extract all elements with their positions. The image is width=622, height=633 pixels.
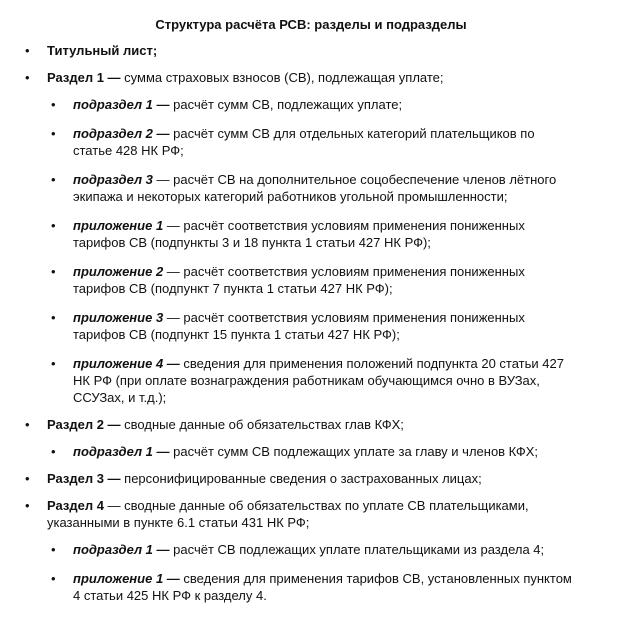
item-label: Раздел 2 — [47,417,121,432]
bullet-icon: • [51,542,56,557]
bullet-icon: • [51,264,56,279]
item-label: Раздел 3 — [47,471,121,486]
sub-item-label: подраздел 3 [73,172,153,187]
sub-item-text: расчёт сумм СВ, подлежащих уплате; [169,97,403,112]
sub-item-label: подраздел 1 — [73,542,170,557]
sub-item-label: подраздел 2 — [73,126,170,141]
item-label: Раздел 4 [47,498,104,513]
sublist-item [47,355,582,406]
sub-item-text: расчёт сумм СВ для отдельных категорий плательщиков по статье 428 НК РФ; [73,126,535,158]
list-item-title-page [0,42,622,59]
section-1-sublist [47,96,582,406]
sublist-item [47,125,582,159]
sublist-item [47,263,582,297]
item-text: персонифицированные сведения о застрахованных лицах; [120,471,482,486]
bullet-icon: • [25,471,30,486]
document-title: Структура расчёта РСВ: разделы и подразделы [155,17,467,32]
sub-item-text: — расчёт соответствия условиям применения пониженных тарифов СВ (подпункты 3 и 18 пункта 1 статьи 427 НК РФ); [73,218,525,250]
sub-item-label: приложение 2 [73,264,164,279]
sublist-item [47,570,582,604]
bullet-icon: • [25,498,30,513]
sub-item-label: приложение 3 [73,310,164,325]
sub-item-text: — расчёт соответствия условиям применения пониженных тарифов СВ (подпункт 15 пункта 1 статьи 427 НК РФ); [73,310,525,342]
bullet-icon: • [51,218,56,233]
section-4-sublist [47,541,582,604]
sublist-item [47,217,582,251]
sub-item-label: приложение 4 — [73,356,180,371]
bullet-icon: • [25,70,30,85]
sublist-item [47,309,582,343]
item-label: Титульный лист; [47,43,158,58]
item-text: сводные данные об обязательствах глав КФХ; [120,417,404,432]
sub-item-label: приложение 1 [73,218,164,233]
sub-item-text: сведения для применения положений подпункта 20 статьи 427 НК РФ (при оплате вознаграждения работникам обучающимся очно в ВУЗах, ССУЗах, и т.д.); [73,356,564,405]
bullet-icon: • [51,310,56,325]
bullet-icon: • [51,571,56,586]
sub-item-text: сведения для применения тарифов СВ, установленных пунктом 4 статьи 425 НК РФ к разделу 4. [73,571,572,603]
list-item-section-3 [0,470,622,487]
item-label: Раздел 1 — [47,70,121,85]
bullet-icon: • [25,417,30,432]
bullet-icon: • [51,97,56,112]
sublist-item [47,443,582,460]
sub-item-label: приложение 1 — [73,571,180,586]
bullet-icon: • [51,172,56,187]
sub-item-text: — расчёт соответствия условиям применения пониженных тарифов СВ (подпункт 7 пункта 1 статьи 427 НК РФ); [73,264,525,296]
sublist-item [47,541,582,558]
list-item-section-1 [0,69,622,406]
list-item-section-4 [0,497,622,604]
bullet-icon: • [51,444,56,459]
bullet-icon: • [25,43,30,58]
section-2-sublist [47,443,582,460]
item-text: — сводные данные об обязательствах по уплате СВ плательщиками, указанными в пункте 6.1 статьи 431 НК РФ; [47,498,529,530]
sub-item-text: расчёт СВ подлежащих уплате плательщиками из раздела 4; [169,542,545,557]
bullet-icon: • [51,356,56,371]
sub-item-text: расчёт сумм СВ подлежащих уплате за главу и членов КФХ; [169,444,538,459]
sublist-item [47,96,582,113]
item-text: сумма страховых взносов (СВ), подлежащая уплате; [120,70,444,85]
sub-item-label: подраздел 1 — [73,444,170,459]
sub-item-text: — расчёт СВ на дополнительное соцобеспечение членов лётного экипажа и некоторых категорий работников угольной промышленности; [73,172,557,204]
sublist-item [47,171,582,205]
sections-list [0,42,622,614]
bullet-icon: • [51,126,56,141]
sub-item-label: подраздел 1 — [73,97,170,112]
list-item-section-2 [0,416,622,460]
